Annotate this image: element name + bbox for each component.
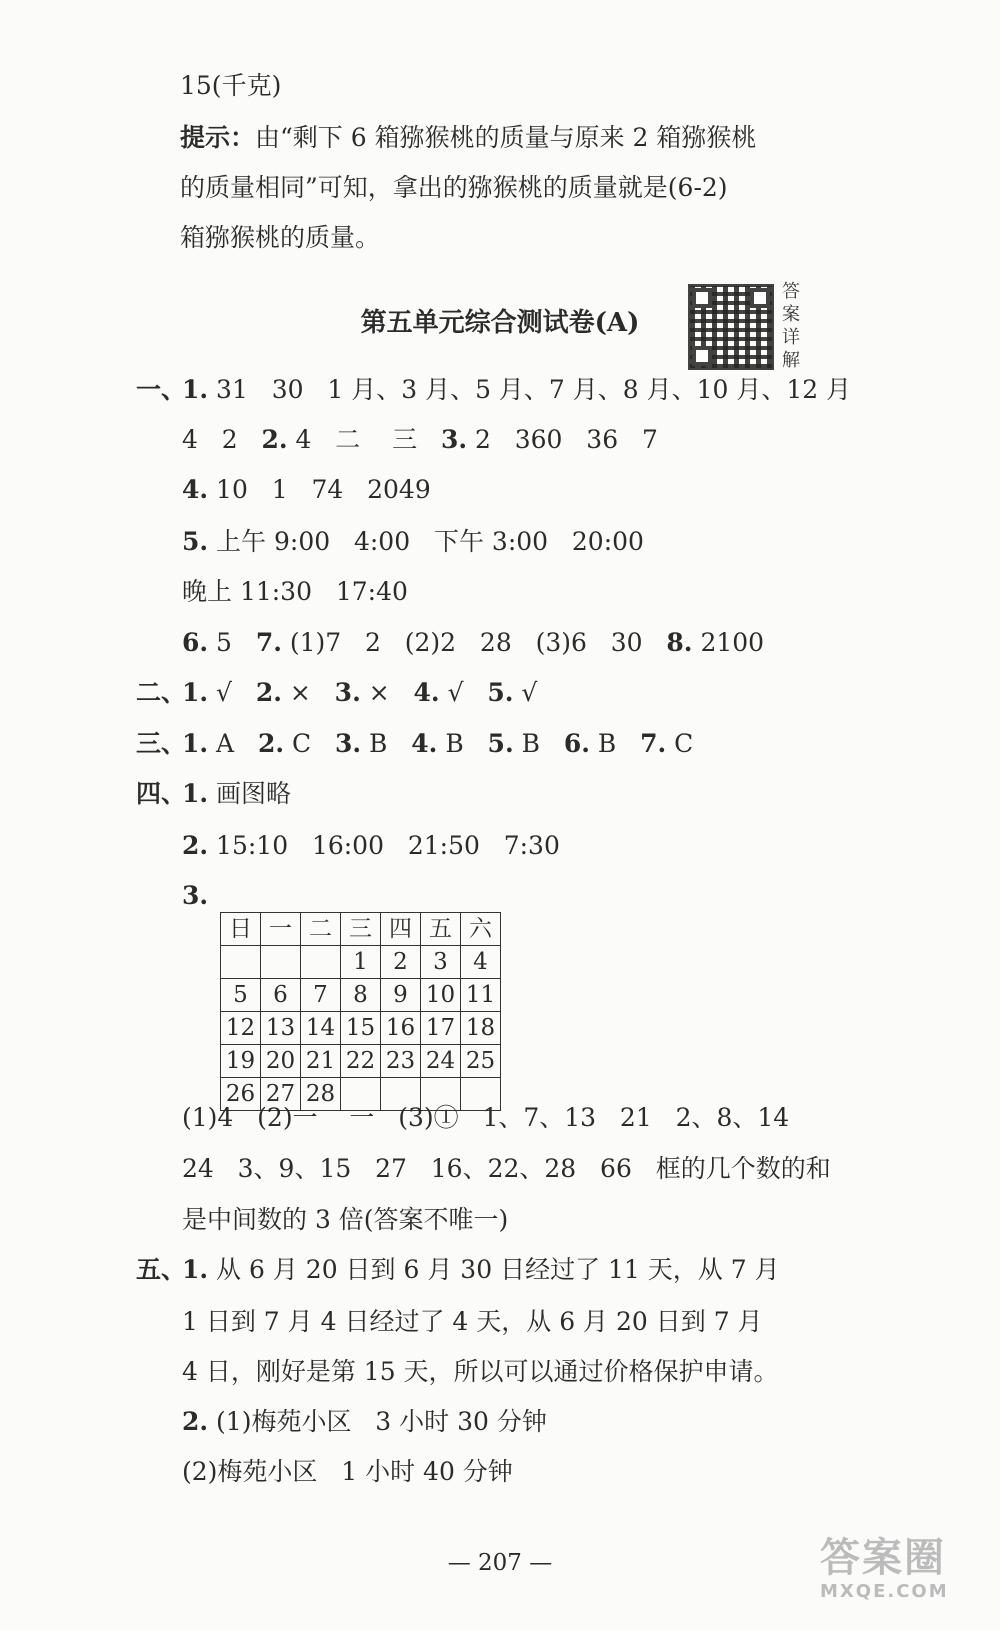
s1-line-6: 6. 5 7. (1)7 2 (2)2 28 (3)6 30 8. 2100 <box>182 628 765 657</box>
s5-line-4: 2. (1)梅苑小区 3 小时 30 分钟 <box>182 1407 547 1436</box>
watermark-logo: 答案圈 MXQE.COM <box>820 1535 949 1602</box>
s3-line: 1. A 2. C 3. B 4. B 5. B 6. B 7. C <box>182 729 694 758</box>
table-row: 26 27 28 <box>221 1078 501 1111</box>
table-row: 日 一 二 三 四 五 六 <box>221 913 501 946</box>
s5-line-5: (2)梅苑小区 1 小时 40 分钟 <box>182 1457 513 1486</box>
qr-finder <box>750 288 770 308</box>
section-3-prefix: 三、 <box>136 729 187 758</box>
answer-line: 15(千克) <box>180 71 282 100</box>
section-4-prefix: 四、 <box>136 779 187 808</box>
qr-finder <box>692 346 712 366</box>
section-2-prefix: 二、 <box>136 678 187 707</box>
s5-line-2: 1 日到 7 月 4 日经过了 4 天，从 6 月 20 日到 7 月 <box>182 1307 763 1336</box>
hint-line <box>180 122 756 154</box>
s4-answer-3: 是中间数的 3 倍(答案不唯一) <box>182 1205 509 1234</box>
s1-line-1: 1. 31 30 1 月、3 月、5 月、7 月、8 月、10 月、12 月 <box>182 375 852 404</box>
table-row: 1 2 3 4 <box>221 946 501 979</box>
calendar-table <box>220 912 501 1111</box>
section-1-prefix: 一、 <box>136 375 187 404</box>
hint-line-2: 的质量相同”可知，拿出的猕猴桃的质量就是(6-2) <box>180 173 728 202</box>
s2-line: 1. √ 2. × 3. × 4. √ 5. √ <box>182 678 538 707</box>
hint-label: 提示： <box>180 123 256 152</box>
section-5-prefix: 五、 <box>136 1255 187 1284</box>
qr-finder <box>692 288 712 308</box>
s1-line-3: 4. 10 1 74 2049 <box>182 475 431 504</box>
qr-code[interactable] <box>688 284 774 370</box>
s1-line-2: 4 2 2. 4 二 三 3. 2 360 36 7 <box>182 425 658 454</box>
s4-answer-1: (1)4 (2)一 一 (3)① 1、7、13 21 2、8、14 <box>182 1103 790 1132</box>
s1-line-5: 晚上 11:30 17:40 <box>182 577 408 606</box>
s4-line-1: 1. 画图略 <box>182 779 292 808</box>
s4-answer-2: 24 3、9、15 27 16、22、28 66 框的几个数的和 <box>182 1154 831 1183</box>
s5-line-1: 1. 从 6 月 20 日到 6 月 30 日经过了 11 天，从 7 月 <box>182 1255 780 1284</box>
hint-line-3: 箱猕猴桃的质量。 <box>180 223 381 252</box>
s4-line-2: 2. 15:10 16:00 21:50 7:30 <box>182 831 560 860</box>
hint-text: 由“剩下 6 箱猕猴桃的质量与原来 2 箱猕猴桃 <box>255 123 757 152</box>
page-number: — 207 — <box>447 1550 553 1576</box>
table-row: 5 6 7 8 9 10 11 <box>221 979 501 1012</box>
s4-q3-number: 3. <box>182 881 209 910</box>
s5-line-3: 4 日，刚好是第 15 天，所以可以通过价格保护申请。 <box>182 1357 779 1386</box>
table-row: 19 20 21 22 23 24 25 <box>221 1045 501 1078</box>
qr-caption: 答 案 详 解 <box>782 281 800 371</box>
s1-line-4: 5. 上午 9:00 4:00 下午 3:00 20:00 <box>182 527 644 556</box>
section-title: 第五单元综合测试卷(A) <box>360 308 640 338</box>
table-row: 12 13 14 15 16 17 18 <box>221 1012 501 1045</box>
